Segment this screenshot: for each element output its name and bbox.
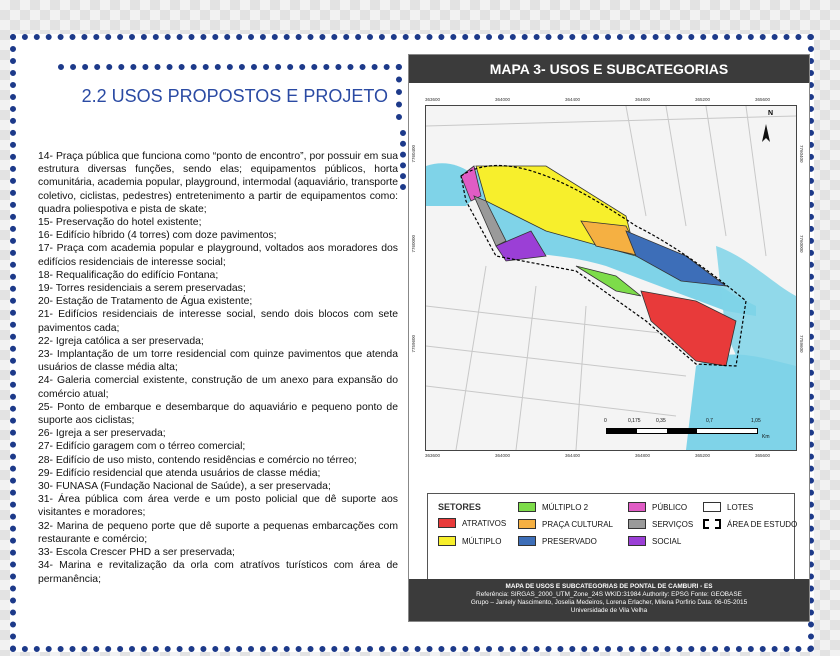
coord-label: 7760400 (799, 145, 804, 163)
legend-swatch (438, 518, 456, 528)
list-item: 17- Praça com academia popular e playground, voltados aos moradores dos edifícios residenciais de interesse social; (38, 243, 398, 268)
map-canvas (425, 105, 797, 451)
list-item: 23- Implantação de um torre residencial com quinze pavimentos que atenda usuários de classe média alta; (38, 349, 398, 374)
coord-label: 7760400 (411, 145, 416, 163)
legend-item: LOTES (703, 502, 753, 512)
section-title: 2.2 USOS PROPOSTOS E PROJETO (81, 86, 388, 106)
legend-swatch (518, 502, 536, 512)
footer-line: Universidade de Vila Velha (570, 607, 648, 614)
uses-list (38, 150, 398, 586)
section-title-box (58, 64, 402, 120)
coord-label: 364400 (565, 97, 581, 102)
legend-swatch (518, 519, 536, 529)
list-item: 27- Edifício garagem com o térreo comercial; (38, 441, 246, 453)
list-item: 24- Galeria comercial existente, construção de um anexo para expansão do comércio atual; (38, 375, 398, 400)
coord-label: 365200 (695, 97, 711, 102)
coord-label: 363600 (425, 453, 441, 458)
coord-label: 365200 (695, 453, 711, 458)
legend-item: SOCIAL (628, 536, 681, 546)
list-item: 34- Marina e revitalização da orla com atratívos turísticos com área de permanência; (38, 560, 398, 585)
legend-swatch (518, 536, 536, 546)
list-item: 21- Edifícios residenciais de interesse social, sendo dois blocos com sete pavimentos cada; (38, 309, 398, 334)
scale-label: 0 (604, 418, 607, 424)
legend-swatch (703, 519, 721, 529)
coord-label: 7760000 (799, 235, 804, 253)
list-item: 33- Escola Crescer PHD a ser preservada; (38, 547, 235, 559)
coord-label: 364400 (565, 453, 581, 458)
coord-label: 365600 (755, 453, 771, 458)
north-label: N (768, 110, 774, 117)
coord-label: 7760000 (411, 235, 416, 253)
map-footer (409, 579, 809, 621)
coord-label: 364000 (495, 97, 511, 102)
list-item: 25- Ponto de embarque e desembarque do aquaviário e pequeno ponto de suporte aos ciclistas; (38, 401, 398, 427)
list-item: 19- Torres residenciais a serem preservadas; (38, 283, 246, 295)
scale-label: 0,35 (656, 418, 666, 424)
list-item: 14- Praça pública que funciona como “ponto de encontro”, por possuir em sua estrutura diversas funções, sendo elas; equipamentos públicos, horta comunitária, academia popular, playground, intermodal (aquaviário, transporte coletivo, ciclistas, pedestres) entretenimento a partir de equipamentos como: quadra poliespotiva e pista de skate; (38, 151, 398, 215)
footer-line: Referência: SIRGAS_2000_UTM_Zone_24S WKID:31984 Authority: EPSG Fonte: GEOBASE (476, 591, 742, 598)
legend-item: PÚBLICO (628, 502, 687, 512)
scale-bar (606, 428, 758, 434)
scale-label: 0,7 (706, 418, 713, 424)
legend-item: SERVIÇOS (628, 519, 693, 529)
legend-swatch (628, 519, 646, 529)
scale-unit: Km (762, 434, 770, 440)
coord-label: 7759600 (411, 335, 416, 353)
list-item: 26- Igreja a ser preservada; (38, 428, 166, 440)
coord-label: 363600 (425, 97, 441, 102)
south-water (686, 354, 796, 450)
map-graphic (426, 106, 796, 450)
legend-item: MÚLTIPLO (438, 536, 501, 546)
list-item: 18- Requalificação do edifício Fontana; (38, 269, 219, 281)
legend-swatch (703, 502, 721, 512)
list-item: 15- Preservação do hotel existente; (38, 217, 202, 229)
coord-label: 364000 (495, 453, 511, 458)
legend-item: PRAÇA CULTURAL (518, 519, 613, 529)
map-panel (408, 54, 810, 622)
legend-item: ÁREA DE ESTUDO (703, 519, 797, 529)
legend-item: PRESERVADO (518, 536, 597, 546)
list-item: 22- Igreja católica a ser preservada; (38, 335, 204, 347)
coord-label: 365600 (755, 97, 771, 102)
legend-item: ATRATIVOS (438, 518, 506, 528)
scale-label: 1,05 (751, 418, 761, 424)
footer-line: MAPA DE USOS E SUBCATEGORIAS DE PONTAL DE CAMBURI - ES (505, 583, 713, 590)
list-item: 32- Marina de pequeno porte que dê suporte a pequenas embarcações com restaurante e comércio; (38, 520, 398, 545)
list-item: 30- FUNASA (Fundação Nacional de Saúde), a ser preservada; (38, 481, 331, 493)
scale-label: 0,175 (628, 418, 641, 424)
legend-item: MÚLTIPLO 2 (518, 502, 588, 512)
legend-swatch (438, 536, 456, 546)
coord-label: 364800 (635, 97, 651, 102)
list-item: 28- Edifício de uso misto, contendo residências e comércio no térreo; (38, 454, 357, 466)
footer-line: Grupo – Janiely Nascimento, Joselia Medeiros, Lorena Erlacher, Milena Porfirio Data: 06-05-2015 (470, 599, 748, 606)
legend-swatch (628, 536, 646, 546)
list-item: 16- Edifício híbrido (4 torres) com doze pavimentos; (38, 230, 277, 242)
coord-label: 364800 (635, 453, 651, 458)
map-title: MAPA 3- USOS E SUBCATEGORIAS (409, 55, 809, 83)
list-item: 29- Edifício residencial que atenda usuários de classe média; (38, 467, 321, 479)
list-item: 20- Estação de Tratamento de Água existente; (38, 296, 253, 308)
legend-swatch (628, 502, 646, 512)
list-item: 31- Área pública com área verde e um posto policial que dê suporte aos visitantes e moradores; (38, 494, 398, 519)
coord-label: 7759600 (799, 335, 804, 353)
legend-title: SETORES (438, 502, 481, 512)
